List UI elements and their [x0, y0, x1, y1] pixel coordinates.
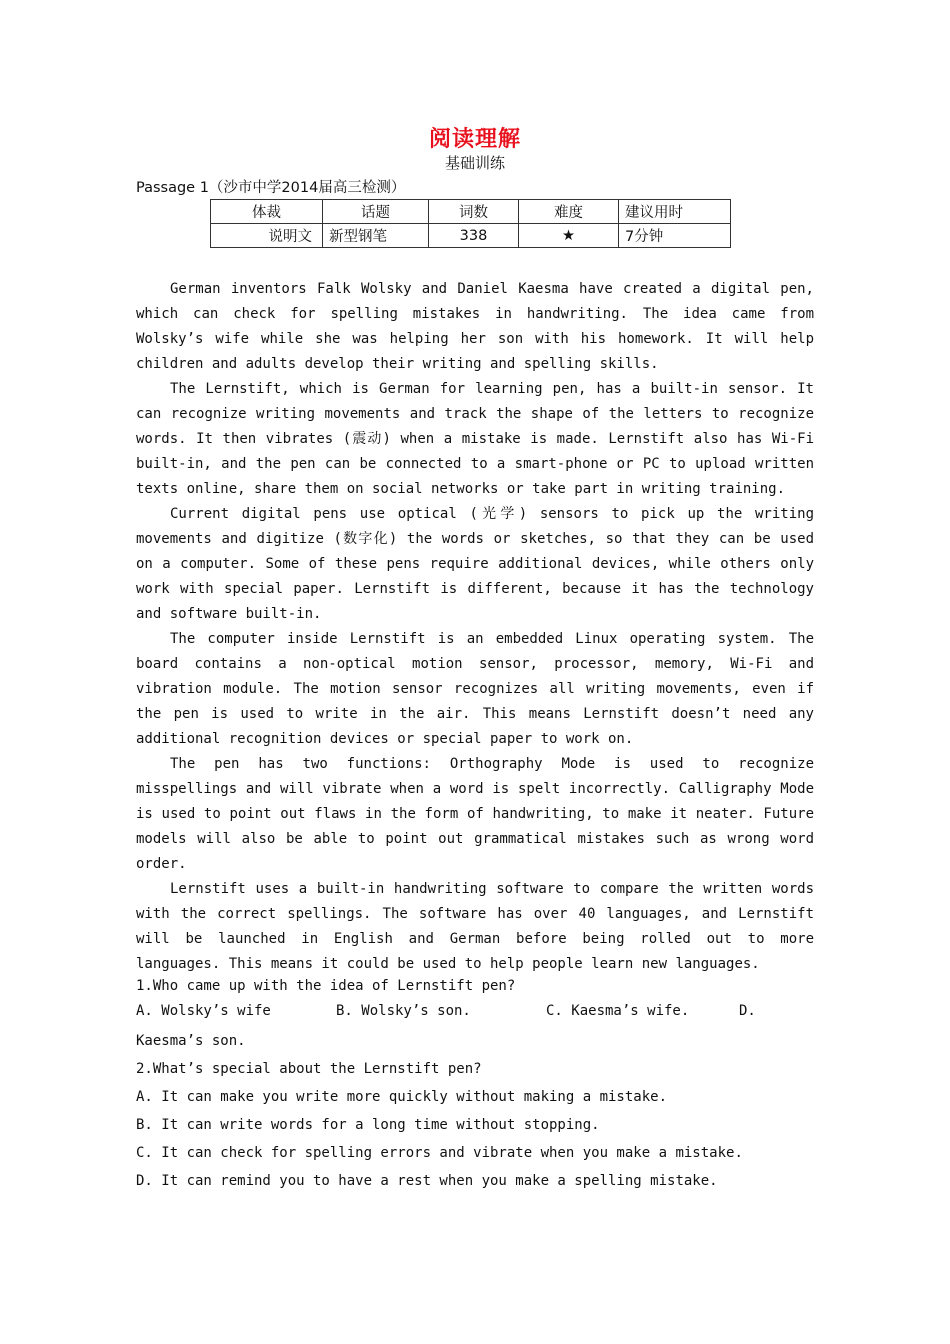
passage-paragraph-4: The computer inside Lernstift is an embedded Linux operating system. The board contains a non-optical motion sensor, processor, memory, Wi-Fi and vibration module. The motion sensor recognizes all writing movements, even if the pen is used to write in the air. This means Lernstift doesn’t need any additional recognition devices or special paper to work on.	[136, 631, 814, 747]
info-header-topic: 话题	[323, 200, 429, 224]
passage-paragraph-3: Current digital pens use optical (光学) sensors to pick up the writing movements and digitize (数字化) the words or sketches, so that they can be used on a computer. Some of these pens require additional devices, while others only work with special paper. Lernstift is different, because it has the technology and software built-in.	[136, 506, 814, 622]
question-1-option-d: Kaesma’s son.	[136, 1033, 246, 1049]
question-2-option-b: B. It can write words for a long time without stopping.	[136, 1117, 600, 1133]
info-value-topic: 新型钢笔	[323, 224, 429, 248]
info-header-suggested-time: 建议用时	[619, 200, 731, 224]
page-subtitle: 基础训练	[444, 154, 505, 172]
passage-paragraph-2: The Lernstift, which is German for learning pen, has a built-in sensor. It can recognize writing movements and track the shape of the letters to recognize words. It then vibrates (震动) when a mistake is made. Lernstift also has Wi-Fi built-in, and the pen can be connected to a smart-phone or PC to upload written texts online, share them on social networks or take part in writing training.	[136, 381, 814, 497]
question-1-option-b: B. Wolsky’s son.	[336, 1003, 471, 1019]
passage-label: Passage 1（沙市中学2014届高三检测）	[136, 180, 406, 196]
question-2-option-d: D. It can remind you to have a rest when you make a spelling mistake.	[136, 1173, 718, 1189]
question-1-option-c: C. Kaesma’s wife.	[546, 1003, 690, 1019]
info-value-word-count: 338	[429, 224, 519, 248]
passage-paragraph-1: German inventors Falk Wolsky and Daniel Kaesma have created a digital pen, which can check for spelling mistakes in handwriting. The idea came from Wolsky’s wife while she was helping her son with his homework. It will help children and adults develop their writing and spelling skills.	[136, 281, 814, 372]
page-title: 阅读理解	[428, 127, 521, 152]
question-2-option-a: A. It can make you write more quickly without making a mistake.	[136, 1089, 668, 1105]
info-value-suggested-time: 7分钟	[619, 224, 731, 248]
info-table-header-row	[211, 200, 731, 224]
question-2-option-c: C. It can check for spelling errors and vibrate when you make a mistake.	[136, 1145, 743, 1161]
question-2-text: 2.What’s special about the Lernstift pen?	[136, 1061, 482, 1077]
passage-info-table	[210, 199, 731, 248]
passage-paragraph-5: The pen has two functions: Orthography Mode is used to recognize misspellings and will vibrate when a word is spelt incorrectly. Calligraphy Mode is used to point out flaws in the form of handwriting, to make it neater. Future models will also be able to point out grammatical mistakes such as wrong word order.	[136, 756, 814, 872]
info-value-genre: 说明文	[211, 224, 323, 248]
info-header-genre: 体裁	[211, 200, 323, 224]
passage-body	[136, 277, 814, 977]
question-1-option-d-letter: D.	[739, 1003, 756, 1019]
questions-section	[136, 975, 814, 1198]
info-header-difficulty: 难度	[519, 200, 619, 224]
question-1-options	[136, 1000, 814, 1030]
info-table-value-row	[211, 224, 731, 248]
question-1-option-a: A. Wolsky’s wife	[136, 1003, 271, 1019]
question-1-text: 1.Who came up with the idea of Lernstift pen?	[136, 978, 516, 994]
info-value-difficulty-star: ★	[519, 224, 619, 248]
passage-paragraph-6: Lernstift uses a built-in handwriting software to compare the written words with the correct spellings. The software has over 40 languages, and Lernstift will be launched in English and German before being rolled out to more languages. This means it could be used to help people learn new languages.	[136, 881, 814, 972]
info-header-word-count: 词数	[429, 200, 519, 224]
